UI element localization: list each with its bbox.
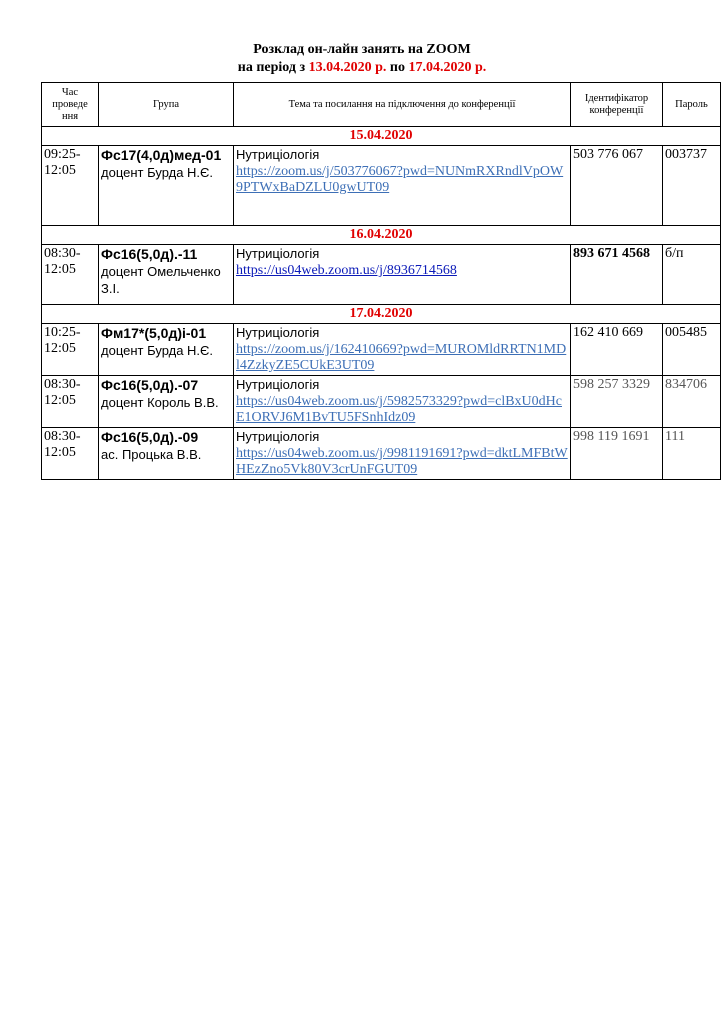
date-cell: 17.04.2020 (42, 305, 721, 324)
group-cell (99, 245, 234, 305)
title-mid: по (389, 60, 405, 75)
date-from: 13.04.2020 р. (308, 60, 387, 75)
title-line-2 (0, 59, 724, 77)
teacher-name: доцент Король В.В. (101, 395, 219, 410)
schedule-table (41, 82, 721, 480)
document-title (0, 41, 724, 77)
topic-cell (234, 245, 571, 305)
topic-cell (234, 146, 571, 226)
conf-id-cell: 162 410 669 (571, 324, 663, 376)
time-cell: 09:25- 12:05 (42, 146, 99, 226)
time-cell: 10:25- 12:05 (42, 324, 99, 376)
group-name: Фм17*(5,0д)і-01 (101, 325, 207, 341)
topic-cell (234, 428, 571, 480)
password-cell: 111 (663, 428, 721, 480)
group-name: Фс16(5,0д).-11 (101, 246, 198, 262)
teacher-name: доцент Бурда Н.Є. (101, 343, 214, 358)
zoom-link[interactable]: https://zoom.us/j/503776067?pwd=NUNmRXRndlVpOW9PTWxBaDZLU0gwUT09 (236, 164, 564, 195)
conf-id-cell: 893 671 4568 (571, 245, 663, 305)
time-cell: 08:30- 12:05 (42, 245, 99, 305)
group-cell (99, 376, 234, 428)
group-cell (99, 428, 234, 480)
date-row (42, 226, 721, 245)
date-row (42, 127, 721, 146)
table-row (42, 376, 721, 428)
date-to: 17.04.2020 р. (408, 60, 487, 75)
time-cell: 08:30- 12:05 (42, 376, 99, 428)
title-line-1: Розклад он-лайн занять на ZOOM (253, 42, 471, 57)
header-conf-id: Ідентифікатор конференції (571, 83, 663, 127)
password-cell: 834706 (663, 376, 721, 428)
teacher-name: доцент Бурда Н.Є. (101, 165, 214, 180)
conf-id-cell: 598 257 3329 (571, 376, 663, 428)
topic-cell (234, 324, 571, 376)
topic-name: Нутриціологія (236, 325, 320, 340)
topic-cell (234, 376, 571, 428)
table-row (42, 245, 721, 305)
time-cell: 08:30- 12:05 (42, 428, 99, 480)
table-row (42, 146, 721, 226)
zoom-link[interactable]: https://us04web.zoom.us/j/8936714568 (236, 263, 457, 278)
topic-name: Нутриціологія (236, 429, 320, 444)
group-name: Фс16(5,0д).-07 (101, 377, 199, 393)
group-name: Фс16(5,0д).-09 (101, 429, 199, 445)
zoom-link[interactable]: https://us04web.zoom.us/j/5982573329?pwd=clBxU0dHcE1ORVJ6M1BvTU5FSnhIdz09 (236, 394, 562, 425)
password-cell: 005485 (663, 324, 721, 376)
group-cell (99, 324, 234, 376)
title-prefix: на період з (237, 60, 306, 75)
topic-name: Нутриціологія (236, 377, 320, 392)
teacher-name: ас. Процька В.В. (101, 447, 202, 462)
header-group: Група (99, 83, 234, 127)
topic-name: Нутриціологія (236, 246, 320, 261)
group-cell (99, 146, 234, 226)
group-name: Фс17(4,0д)мед-01 (101, 147, 222, 163)
table-row (42, 324, 721, 376)
date-cell: 16.04.2020 (42, 226, 721, 245)
date-cell: 15.04.2020 (42, 127, 721, 146)
zoom-link[interactable]: https://zoom.us/j/162410669?pwd=MUROMldRRTN1MDl4ZzkyZE5CUkE3UT09 (236, 342, 567, 373)
header-topic: Тема та посилання на підключення до конференції (234, 83, 571, 127)
date-row (42, 305, 721, 324)
conf-id-cell: 998 119 1691 (571, 428, 663, 480)
topic-name: Нутриціологія (236, 147, 320, 162)
zoom-link[interactable]: https://us04web.zoom.us/j/9981191691?pwd=dktLMFBtWHEzZno5Vk80V3crUnFGUT09 (236, 446, 568, 477)
conf-id-cell: 503 776 067 (571, 146, 663, 226)
header-password: Пароль (663, 83, 721, 127)
password-cell: б/п (663, 245, 721, 305)
password-cell: 003737 (663, 146, 721, 226)
table-row (42, 428, 721, 480)
header-row (42, 83, 721, 127)
teacher-name: доцент Омельченко З.І. (101, 264, 221, 296)
header-time: Час проведе ння (42, 83, 99, 127)
